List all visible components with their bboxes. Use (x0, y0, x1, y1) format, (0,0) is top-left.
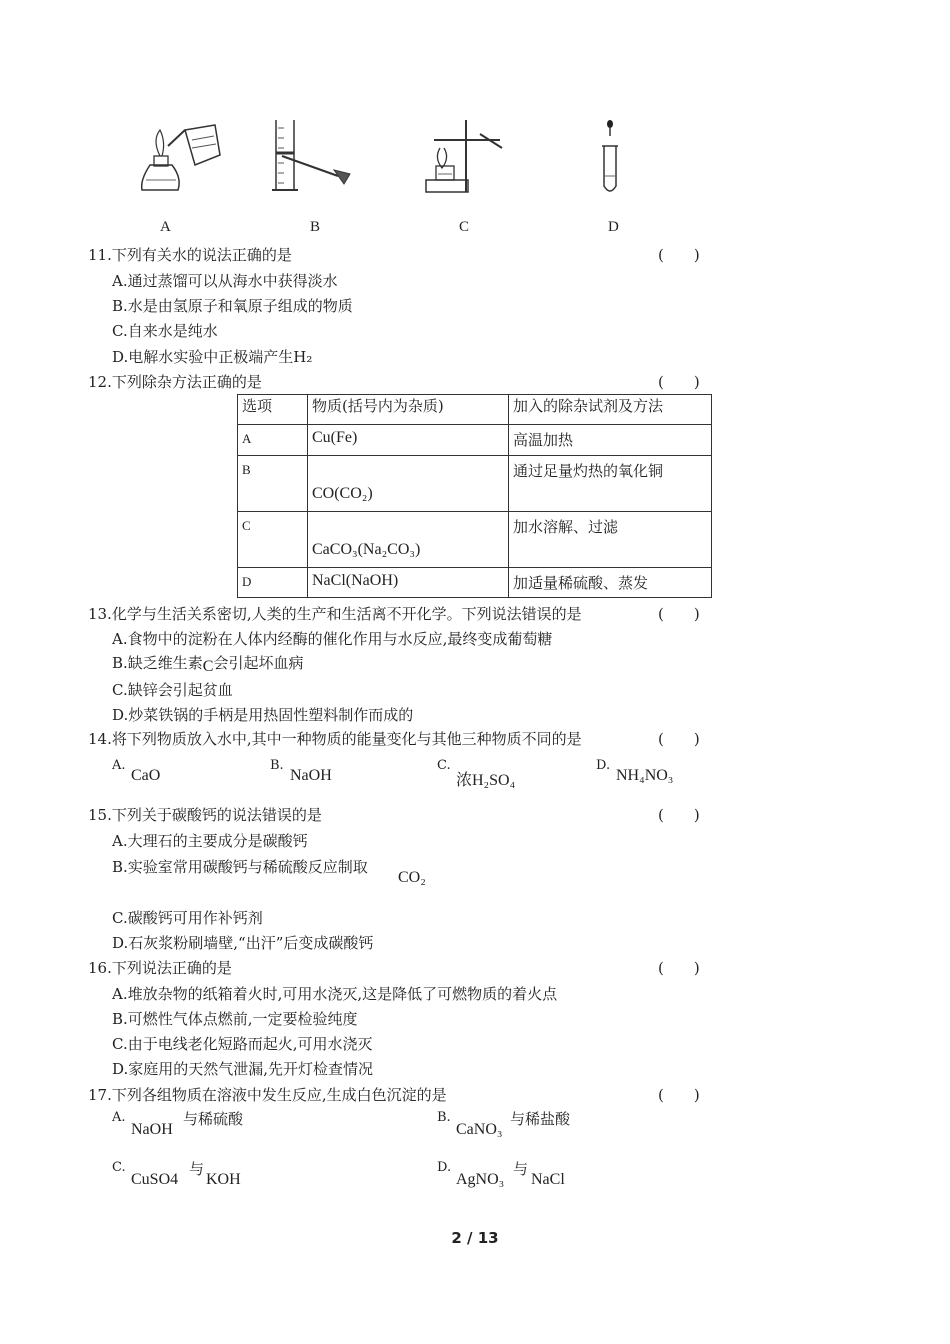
table-cell-method: 高温加热 (509, 425, 712, 456)
q17-option-b-joiner: 与稀盐酸 (510, 1110, 571, 1128)
table-cell-option: B (238, 456, 308, 512)
table-cell-method: 通过足量灼热的氧化铜 (509, 456, 712, 512)
q17-option-d-formula: AgNO₃ (456, 1171, 505, 1188)
q16-option-a: A.堆放杂物的纸箱着火时,可用水浇灭,这是降低了可燃物质的着火点 (112, 985, 558, 1003)
figure-label-a: A (160, 219, 171, 235)
figure-c-heating-apparatus (420, 118, 515, 198)
table-row (238, 425, 712, 456)
q14-option-a-letter: A. (112, 758, 126, 773)
q14-option-c-value: 浓H₂SO₄ (456, 772, 516, 789)
q13-option-b-text: B.缺乏维生素 (112, 654, 203, 672)
figure-a-alcohol-lamp-lighting (130, 120, 225, 200)
q12-stem: 12.下列除杂方法正确的是 (88, 373, 262, 391)
table-cell-substance: CO(CO₂) (308, 456, 509, 512)
q15-option-d: D.石灰浆粉刷墙壁,“出汗”后变成碳酸钙 (112, 934, 374, 952)
q15-option-c: C.碳酸钙可用作补钙剂 (112, 909, 263, 927)
q15-option-b: B.实验室常用碳酸钙与稀硫酸反应制取 (112, 858, 368, 876)
q13-option-c: C.缺锌会引起贫血 (112, 681, 233, 699)
figure-label-d: D (608, 219, 619, 235)
q11-option-a: A.通过蒸馏可以从海水中获得淡水 (112, 272, 338, 290)
q17-option-c-joiner: 与 (189, 1160, 205, 1178)
q16-stem: 16.下列说法正确的是 (88, 959, 232, 977)
q17-option-a-letter: A. (112, 1110, 126, 1125)
q15-option-a: A.大理石的主要成分是碳酸钙 (112, 832, 308, 850)
q12-answer-paren: ( ) (658, 373, 700, 391)
q17-answer-paren: ( ) (658, 1086, 700, 1104)
table-cell-substance: CaCO₃(Na₂CO₃) (308, 512, 509, 568)
table-cell-method: 加水溶解、过滤 (509, 512, 712, 568)
q17-option-d-formula-2: NaCl (531, 1171, 565, 1188)
table-cell-substance: Cu(Fe) (308, 425, 509, 456)
q13-answer-paren: ( ) (658, 605, 700, 623)
q14-option-b-value: NaOH (290, 767, 332, 784)
q11-stem: 11.下列有关水的说法正确的是 (88, 246, 292, 264)
q17-option-d-letter: D. (437, 1160, 452, 1175)
table-header-row (238, 395, 712, 425)
q17-option-a-formula: NaOH (131, 1121, 173, 1138)
q16-option-c: C.由于电线老化短路而起火,可用水浇灭 (112, 1035, 373, 1053)
table-cell-substance: NaCl(NaOH) (308, 568, 509, 598)
q17-option-c-formula-2: KOH (206, 1171, 241, 1188)
q13-option-a: A.食物中的淀粉在人体内经酶的催化作用与水反应,最终变成葡萄糖 (112, 630, 553, 648)
q16-answer-paren: ( ) (658, 959, 700, 977)
figure-d-test-tube-dropper (595, 118, 635, 198)
table-row (238, 512, 712, 568)
q16-option-d: D.家庭用的天然气泄漏,先开灯检查情况 (112, 1060, 374, 1078)
q14-option-d-value: NH₄NO₃ (616, 767, 674, 784)
table-header-cell: 选项 (238, 395, 308, 425)
q14-option-c-letter: C. (437, 758, 451, 773)
table-header-cell: 物质(括号内为杂质) (308, 395, 509, 425)
q11-option-c: C.自来水是纯水 (112, 322, 218, 340)
q17-option-c-letter: C. (112, 1160, 126, 1175)
table-cell-method: 加适量稀硫酸、蒸发 (509, 568, 712, 598)
q13-option-b (112, 652, 303, 673)
q14-answer-paren: ( ) (658, 730, 700, 748)
table-header-cell: 加入的除杂试剂及方法 (509, 395, 712, 425)
figure-label-c: C (459, 219, 470, 235)
q13-option-d: D.炒菜铁锅的手柄是用热固性塑料制作而成的 (112, 706, 414, 724)
q16-option-b: B.可燃性气体点燃前,一定要检验纯度 (112, 1010, 358, 1028)
q11-option-d: D.电解水实验中正极端产生H₂ (112, 348, 313, 366)
q15-answer-paren: ( ) (658, 806, 700, 824)
q15-option-b-formula: CO₂ (398, 869, 426, 886)
table-cell-option: C (238, 512, 308, 568)
figure-b-graduated-cylinder (268, 118, 363, 198)
figure-label-b: B (310, 219, 321, 235)
q11-answer-paren: ( ) (658, 246, 700, 264)
q17-option-d-joiner: 与 (513, 1160, 529, 1178)
table-row (238, 456, 712, 512)
q17-option-b-letter: B. (437, 1110, 451, 1125)
q14-option-b-letter: B. (270, 758, 284, 773)
q17-stem: 17.下列各组物质在溶液中发生反应,生成白色沉淀的是 (88, 1086, 447, 1104)
q17-option-a-joiner: 与稀硫酸 (183, 1110, 244, 1128)
page-number: 2 / 13 (451, 1229, 499, 1247)
q13-option-b-vitamin: C (202, 658, 214, 675)
q13-option-b-tail: 会引起坏血病 (213, 654, 304, 672)
table-cell-option: A (238, 425, 308, 456)
q11-option-b: B.水是由氢原子和氧原子组成的物质 (112, 297, 353, 315)
q14-stem: 14.将下列物质放入水中,其中一种物质的能量变化与其他三种物质不同的是 (88, 730, 582, 748)
q17-option-b-formula: CaNO₃ (456, 1121, 503, 1138)
table-cell-option: D (238, 568, 308, 598)
table-row (238, 568, 712, 598)
q17-option-c-formula: CuSO4 (131, 1171, 179, 1188)
q12-table (237, 394, 712, 598)
q13-stem: 13.化学与生活关系密切,人类的生产和生活离不开化学。下列说法错误的是 (88, 605, 582, 623)
q14-option-a-value: CaO (131, 767, 161, 784)
q14-option-d-letter: D. (596, 758, 611, 773)
q15-stem: 15.下列关于碳酸钙的说法错误的是 (88, 806, 322, 824)
